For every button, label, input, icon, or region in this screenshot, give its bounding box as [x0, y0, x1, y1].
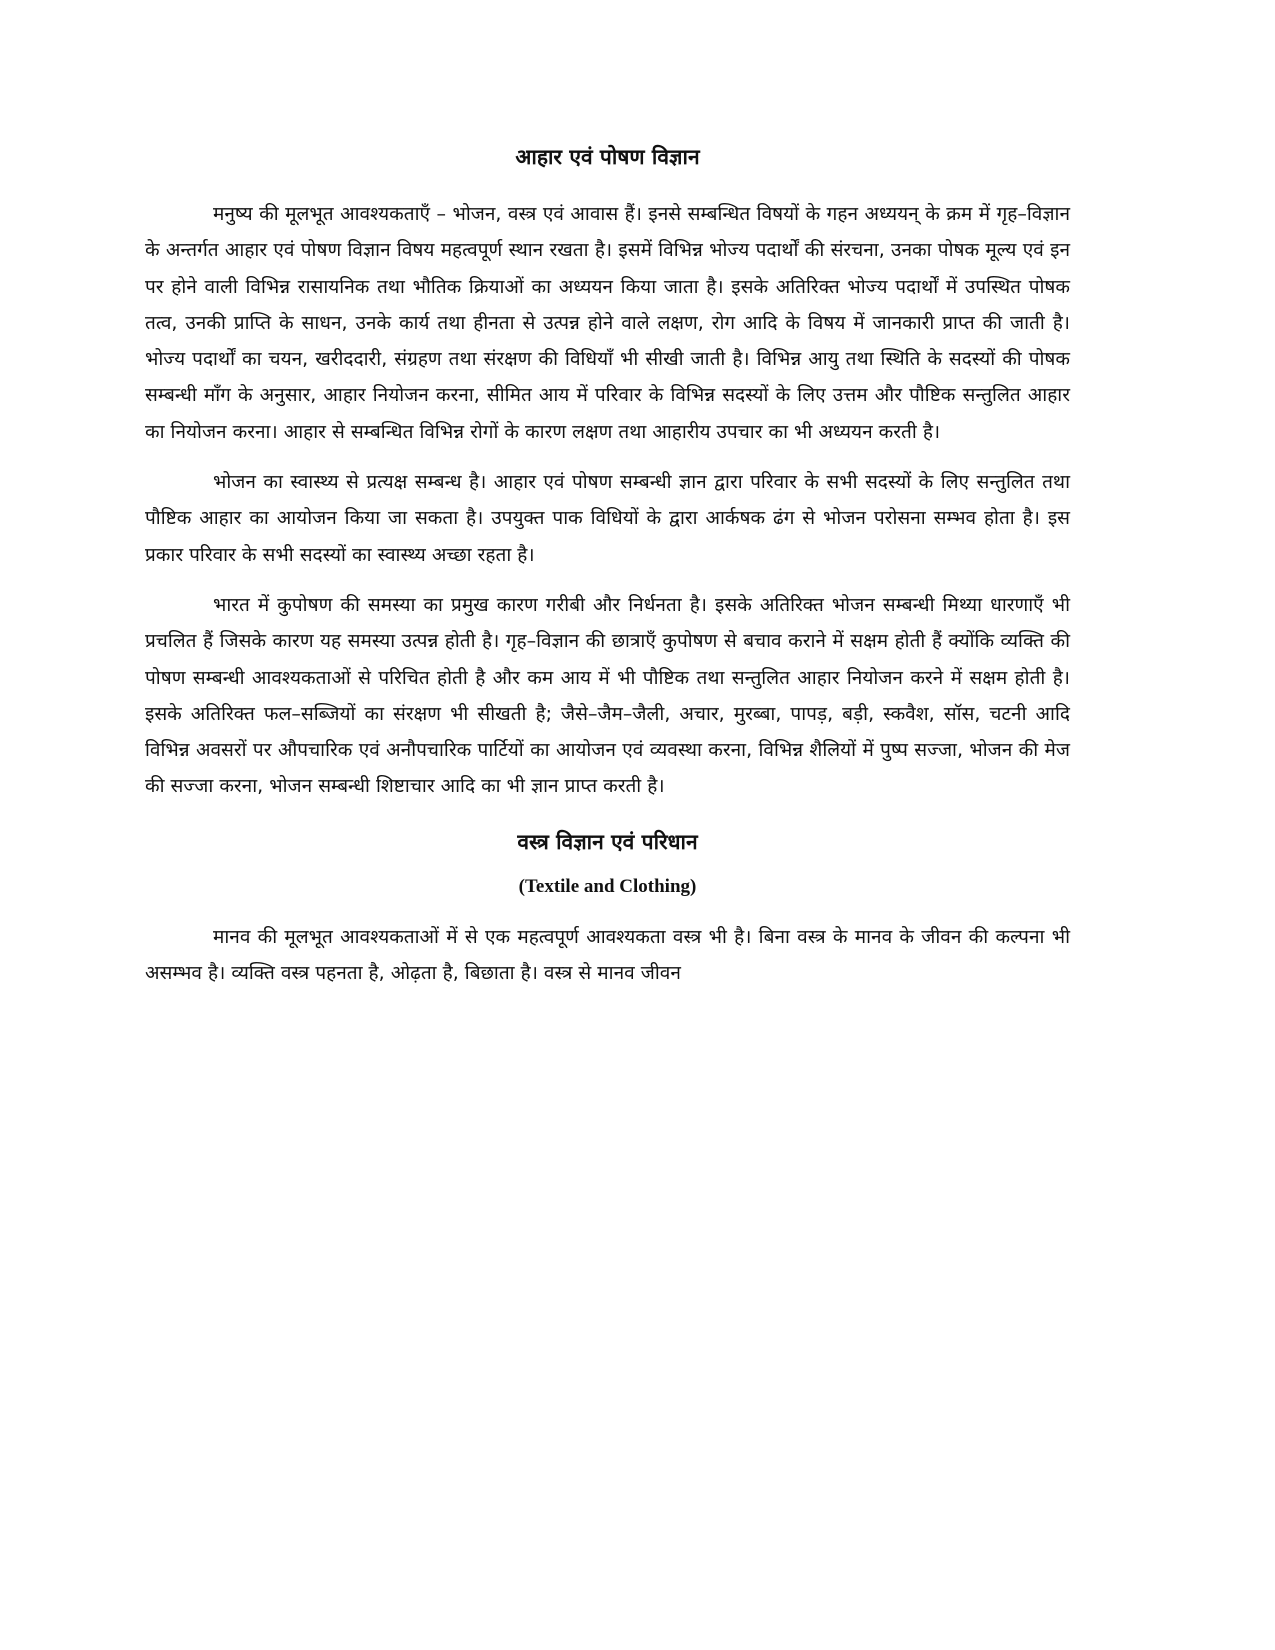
paragraph-nutrition-intro: मनुष्य की मूलभूत आवश्यकताएँ – भोजन, वस्त्र एवं आवास हैं। इनसे सम्बन्धित विषयों के गहन अध्ययन् के क्रम में गृह–विज्ञान के अन्तर्गत आहार एवं पोषण विज्ञान विषय महत्वपूर्ण स्थान रखता है। इसमें विभिन्न भोज्य पदार्थों की संरचना, उनका पोषक मूल्य एवं इन पर होने वाली विभिन्न रासायनिक तथा भौतिक क्रियाओं का अध्ययन किया जाता है। इसके अतिरिक्त भोज्य पदार्थों में उपस्थित पोषक तत्व, उनकी प्राप्ति के साधन, उनके कार्य तथा हीनता से उत्पन्न होने वाले लक्षण, रोग आदि के विषय में जानकारी प्राप्त की जाती है। भोज्य पदार्थों का चयन, खरीददारी, संग्रहण तथा संरक्षण की विधियाँ भी सीखी जाती है। विभिन्न आयु तथा स्थिति के सदस्यों की पोषक सम्बन्धी माँग के अनुसार, आहार नियोजन करना, सीमित आय में परिवार के विभिन्न सदस्यों के लिए उत्तम और पौष्टिक सन्तुलित आहार का नियोजन करना। आहार से सम्बन्धित विभिन्न रोगों के कारण लक्षण तथा आहारीय उपचार का भी अध्ययन करती है।	[145, 203, 1070, 443]
paragraph-nutrition-health: भोजन का स्वास्थ्य से प्रत्यक्ष सम्बन्ध है। आहार एवं पोषण सम्बन्धी ज्ञान द्वारा परिवार के सभी सदस्यों के लिए सन्तुलित तथा पौष्टिक आहार का आयोजन किया जा सकता है। उपयुक्त पाक विधियों के द्वारा आर्कषक ढंग से भोजन परोसना सम्भव होता है। इस प्रकार परिवार के सभी सदस्यों का स्वास्थ्य अच्छा रहता है।	[145, 471, 1070, 566]
section-title-nutrition: आहार एवं पोषण विज्ञान	[515, 145, 700, 169]
paragraph-textile-intro: मानव की मूलभूत आवश्यकताओं में से एक महत्वपूर्ण आवश्यकता वस्त्र भी है। बिना वस्त्र के मानव के जीवन की कल्पना भी असम्भव है। व्यक्ति वस्त्र पहनता है, ओढ़ता है, बिछाता है। वस्त्र से मानव जीवन	[145, 925, 1070, 985]
paragraph-nutrition-malnutrition: भारत में कुपोषण की समस्या का प्रमुख कारण गरीबी और निर्धनता है। इसके अतिरिक्त भोजन सम्बन्धी मिथ्या धारणाएँ भी प्रचलित हैं जिसके कारण यह समस्या उत्पन्न होती है। गृह–विज्ञान की छात्राएँ कुपोषण से बचाव कराने में सक्षम होती हैं क्योंकि व्यक्ति की पोषण सम्बन्धी आवश्यकताओं से परिचित होती है और कम आय में भी पौष्टिक तथा सन्तुलित आहार नियोजन करने में सक्षम होती है। इसके अतिरिक्त फल–सब्जियों का संरक्षण भी सीखती है; जैसे–जैम–जैली, अचार, मुरब्बा, पापड़, बड़ी, स्कवैश, सॉस, चटनी आदि विभिन्न अवसरों पर औपचारिक एवं अनौपचारिक पार्टियों का आयोजन एवं व्यवस्था करना, विभिन्न शैलियों में पुष्प सज्जा, भोजन की मेज की सज्जा करना, भोजन सम्बन्धी शिष्टाचार आदि का भी ज्ञान प्राप्त करती है।	[145, 593, 1070, 798]
section-subtitle-textile: (Textile and Clothing)	[518, 875, 697, 897]
section-title-textile: वस्त्र विज्ञान एवं परिधान	[517, 829, 698, 854]
document-page	[145, 140, 1070, 1005]
